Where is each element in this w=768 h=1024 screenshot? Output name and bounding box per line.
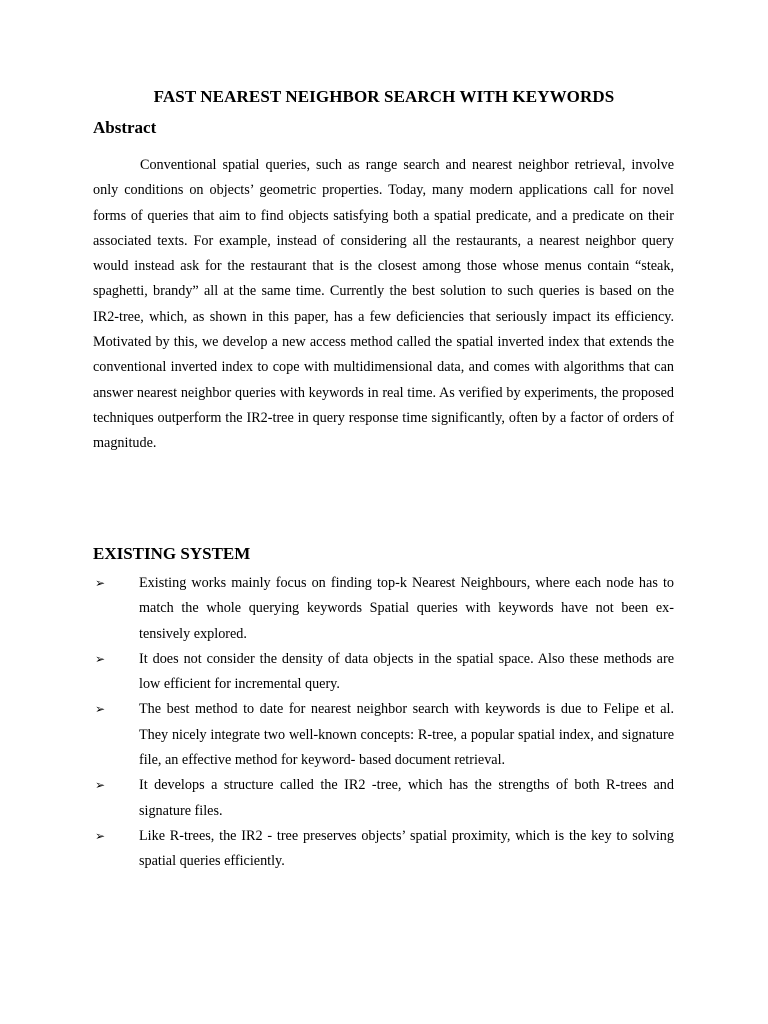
list-item [93,647,674,698]
arrowhead-bullet-icon: ➢ [95,828,106,843]
arrowhead-bullet-icon: ➢ [95,651,106,666]
list-item [93,773,674,824]
existing-system-heading: EXISTING SYSTEM [93,544,251,563]
abstract-heading: Abstract [93,118,157,137]
existing-system-list [93,571,674,875]
list-item-text: Existing works mainly focus on finding top-k Nearest Neighbours, where each node has to match the whole querying keywords Spatial queries with keywords have not been ex-tensively explored. [139,575,674,642]
list-item-text: It develops a structure called the IR2 -tree, which has the strengths of both R-trees and signature files. [139,777,674,819]
list-item-text: It does not consider the density of data objects in the spatial space. Also these methods are low efficient for incremental query. [139,650,674,693]
list-item-text: The best method to date for nearest neighbor search with keywords is due to Felipe et al. They nicely integrate two well-known concepts: R-tree, a popular spatial index, and signature file, an effective method for keyword- based document retrieval. [139,701,674,769]
list-item [93,824,674,875]
arrowhead-bullet-icon: ➢ [95,702,106,717]
list-item-text: Like R-trees, the IR2 - tree preserves objects’ spatial proximity, which is the key to solving spatial queries efficiently. [139,827,674,870]
list-item [93,697,674,773]
document-title: FAST NEAREST NEIGHBOR SEARCH WITH KEYWORDS [153,87,615,106]
list-item [93,571,674,647]
abstract-body: Conventional spatial queries, such as range search and nearest neighbor retrieval, involve only conditions on objects’ geometric properties. Today, many modern applications call for novel forms of queries that aim to find objects satisfying both a spatial predicate, and a predicate on their associated texts. For example, instead of considering all the restaurants, a nearest neighbor query would instead ask for the restaurant that is the closest among those whose menus contain “steak, spaghetti, brandy” all at the same time. Currently the best solution to such queries is based on the IR2-tree, which, as shown in this paper, has a few deficiencies that seriously impact its efficiency. Motivated by this, we develop a new access method called the spatial inverted index that extends the conventional inverted index to cope with multidimensional data, and comes with algorithms that can answer nearest neighbor queries with keywords in real time. As verified by experiments, the proposed techniques outperform the IR2-tree in query response time significantly, often by a factor of orders of magnitude. [93,157,674,452]
arrowhead-bullet-icon: ➢ [95,778,106,793]
arrowhead-bullet-icon: ➢ [95,576,106,590]
